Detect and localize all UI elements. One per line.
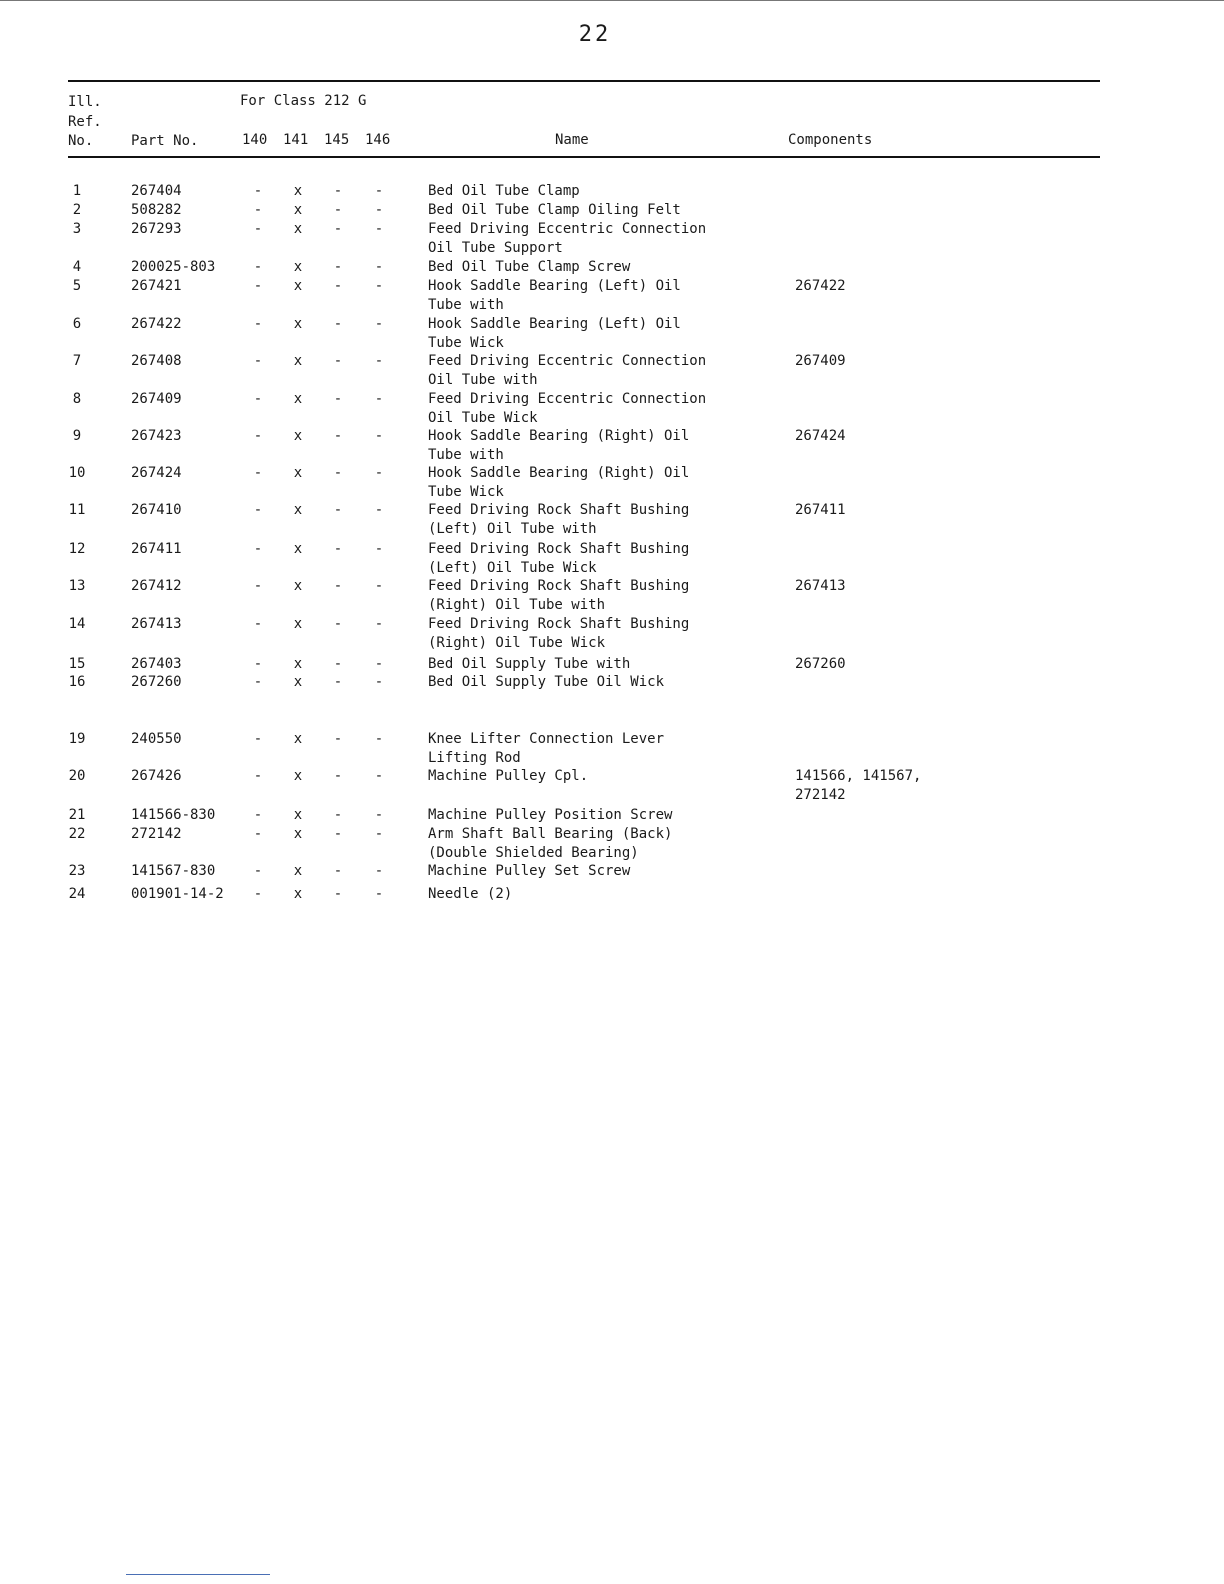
- class-flag-cell: -: [333, 656, 343, 672]
- class-flag-cell: -: [333, 465, 343, 481]
- name-cell-line: (Left) Oil Tube Wick: [428, 560, 597, 576]
- part-no-cell: 001901-14-2: [131, 886, 224, 902]
- class-flag-cell: -: [253, 731, 263, 747]
- class-flag-cell: x: [293, 731, 303, 747]
- part-no-cell: 267424: [131, 465, 182, 481]
- class-flag-cell: -: [253, 428, 263, 444]
- ref-no-cell: 6: [72, 316, 82, 332]
- name-cell-line: Feed Driving Rock Shaft Bushing: [428, 541, 690, 557]
- part-no-cell: 267408: [131, 353, 182, 369]
- class-flag-cell: -: [253, 278, 263, 294]
- class-flag-cell: x: [293, 656, 303, 672]
- class-flag-cell: x: [293, 353, 303, 369]
- class-flag-cell: x: [293, 202, 303, 218]
- name-cell-line: Bed Oil Tube Clamp Screw: [428, 259, 631, 275]
- class-flag-cell: x: [293, 183, 303, 199]
- class-flag-cell: -: [333, 731, 343, 747]
- class-flag-cell: -: [374, 316, 384, 332]
- ill-ref-label-2: Ref.: [68, 114, 102, 130]
- part-no-cell: 267413: [131, 616, 182, 632]
- class-flag-cell: -: [253, 316, 263, 332]
- class-flag-cell: -: [333, 391, 343, 407]
- name-cell-line: Feed Driving Rock Shaft Bushing: [428, 502, 690, 518]
- class-flag-cell: -: [253, 353, 263, 369]
- class-flag-cell: -: [333, 768, 343, 784]
- class-141-header: 141: [283, 132, 309, 148]
- class-145-header: 145: [324, 132, 350, 148]
- page-number: 22: [578, 22, 612, 47]
- components-cell-line: 267424: [795, 428, 846, 444]
- name-cell-line: Hook Saddle Bearing (Right) Oil: [428, 428, 690, 444]
- class-flag-cell: -: [253, 616, 263, 632]
- class-flag-cell: -: [374, 278, 384, 294]
- class-flag-cell: x: [293, 391, 303, 407]
- class-flag-cell: -: [333, 316, 343, 332]
- class-flag-cell: -: [253, 674, 263, 690]
- part-no-cell: 267404: [131, 183, 182, 199]
- ref-no-cell: 16: [68, 674, 86, 690]
- name-cell-line: Bed Oil Supply Tube Oil Wick: [428, 674, 665, 690]
- components-cell-line: 267411: [795, 502, 846, 518]
- part-no-cell: 267293: [131, 221, 182, 237]
- class-flag-cell: -: [333, 502, 343, 518]
- class-flag-cell: -: [374, 259, 384, 275]
- part-no-cell: 141566-830: [131, 807, 216, 823]
- class-flag-cell: -: [253, 465, 263, 481]
- part-no-cell: 267426: [131, 768, 182, 784]
- ref-no-cell: 4: [72, 259, 82, 275]
- class-flag-cell: -: [374, 353, 384, 369]
- name-cell-line: Bed Oil Supply Tube with: [428, 656, 631, 672]
- part-no-cell: 200025-803: [131, 259, 216, 275]
- class-flag-cell: -: [253, 807, 263, 823]
- class-flag-cell: x: [293, 428, 303, 444]
- class-flag-cell: -: [333, 674, 343, 690]
- components-header: Components: [788, 132, 873, 148]
- name-cell-line: Hook Saddle Bearing (Left) Oil: [428, 278, 681, 294]
- class-flag-cell: -: [333, 278, 343, 294]
- class-flag-cell: -: [374, 183, 384, 199]
- class-140-header: 140: [242, 132, 268, 148]
- components-cell-line: 267409: [795, 353, 846, 369]
- class-flag-cell: -: [333, 578, 343, 594]
- class-flag-cell: x: [293, 674, 303, 690]
- name-cell-line: Feed Driving Eccentric Connection: [428, 221, 707, 237]
- name-cell-line: (Right) Oil Tube with: [428, 597, 606, 613]
- ref-no-cell: 14: [68, 616, 86, 632]
- name-cell-line: Bed Oil Tube Clamp: [428, 183, 580, 199]
- class-flag-cell: -: [253, 541, 263, 557]
- ref-no-cell: 8: [72, 391, 82, 407]
- class-flag-cell: -: [333, 541, 343, 557]
- class-flag-cell: -: [253, 259, 263, 275]
- class-flag-cell: -: [333, 428, 343, 444]
- class-flag-cell: -: [374, 886, 384, 902]
- ref-no-cell: 1: [72, 183, 82, 199]
- ref-no-cell: 23: [68, 863, 86, 879]
- class-flag-cell: -: [253, 502, 263, 518]
- class-flag-cell: x: [293, 768, 303, 784]
- class-flag-cell: x: [293, 502, 303, 518]
- class-flag-cell: -: [333, 826, 343, 842]
- class-flag-cell: x: [293, 616, 303, 632]
- class-flag-cell: -: [253, 768, 263, 784]
- class-flag-cell: -: [253, 863, 263, 879]
- name-cell-line: Machine Pulley Cpl.: [428, 768, 589, 784]
- class-flag-cell: -: [253, 826, 263, 842]
- class-flag-cell: -: [374, 202, 384, 218]
- class-flag-cell: -: [333, 202, 343, 218]
- footer-link-line: [126, 1574, 270, 1575]
- components-cell-line: 272142: [795, 787, 846, 803]
- class-flag-cell: -: [374, 541, 384, 557]
- name-cell-line: (Double Shielded Bearing): [428, 845, 639, 861]
- class-flag-cell: -: [374, 502, 384, 518]
- part-no-cell: 267260: [131, 674, 182, 690]
- class-flag-cell: -: [374, 428, 384, 444]
- ref-no-cell: 13: [68, 578, 86, 594]
- class-flag-cell: x: [293, 826, 303, 842]
- name-cell-line: Tube Wick: [428, 335, 504, 351]
- class-flag-cell: x: [293, 578, 303, 594]
- header-bottom-rule: [68, 156, 1100, 158]
- class-flag-cell: -: [374, 768, 384, 784]
- class-flag-cell: -: [253, 202, 263, 218]
- class-flag-cell: -: [374, 391, 384, 407]
- part-no-cell: 141567-830: [131, 863, 216, 879]
- name-cell-line: Knee Lifter Connection Lever: [428, 731, 665, 747]
- ref-no-cell: 22: [68, 826, 86, 842]
- ref-no-cell: 7: [72, 353, 82, 369]
- class-flag-cell: x: [293, 541, 303, 557]
- class-flag-cell: -: [374, 578, 384, 594]
- components-cell-line: 267422: [795, 278, 846, 294]
- ref-no-cell: 9: [72, 428, 82, 444]
- name-cell-line: Tube Wick: [428, 484, 504, 500]
- class-flag-cell: -: [374, 616, 384, 632]
- class-flag-cell: x: [293, 278, 303, 294]
- class-flag-cell: -: [253, 391, 263, 407]
- class-flag-cell: x: [293, 863, 303, 879]
- name-cell-line: (Right) Oil Tube Wick: [428, 635, 606, 651]
- class-146-header: 146: [365, 132, 391, 148]
- part-no-cell: 267412: [131, 578, 182, 594]
- ref-no-cell: 19: [68, 731, 86, 747]
- ref-no-cell: 20: [68, 768, 86, 784]
- name-cell-line: Feed Driving Eccentric Connection: [428, 353, 707, 369]
- class-flag-cell: -: [333, 259, 343, 275]
- ref-no-cell: 24: [68, 886, 86, 902]
- class-flag-cell: -: [374, 656, 384, 672]
- name-cell-line: Feed Driving Eccentric Connection: [428, 391, 707, 407]
- class-flag-cell: -: [374, 674, 384, 690]
- ill-ref-label-3: No.: [68, 133, 94, 149]
- for-class-header: For Class 212 G: [240, 93, 367, 109]
- part-no-cell: 240550: [131, 731, 182, 747]
- name-cell-line: (Left) Oil Tube with: [428, 521, 597, 537]
- class-flag-cell: x: [293, 886, 303, 902]
- class-flag-cell: -: [333, 807, 343, 823]
- part-no-cell: 267403: [131, 656, 182, 672]
- class-flag-cell: -: [333, 863, 343, 879]
- part-no-cell: 267422: [131, 316, 182, 332]
- ref-no-cell: 10: [68, 465, 86, 481]
- class-flag-cell: -: [374, 863, 384, 879]
- part-no-header: Part No.: [131, 133, 199, 149]
- class-flag-cell: -: [333, 886, 343, 902]
- ref-no-cell: 2: [72, 202, 82, 218]
- ref-no-cell: 15: [68, 656, 86, 672]
- header-top-rule: [68, 80, 1100, 82]
- part-no-cell: 267411: [131, 541, 182, 557]
- part-no-cell: 272142: [131, 826, 182, 842]
- ref-no-cell: 5: [72, 278, 82, 294]
- components-cell-line: 267260: [795, 656, 846, 672]
- class-flag-cell: -: [374, 807, 384, 823]
- ref-no-cell: 11: [68, 502, 86, 518]
- class-flag-cell: -: [374, 465, 384, 481]
- class-flag-cell: -: [374, 731, 384, 747]
- class-flag-cell: -: [253, 656, 263, 672]
- part-no-cell: 267423: [131, 428, 182, 444]
- components-cell-line: 141566, 141567,: [795, 768, 922, 784]
- name-cell-line: Machine Pulley Set Screw: [428, 863, 631, 879]
- class-flag-cell: -: [333, 221, 343, 237]
- ref-no-cell: 21: [68, 807, 86, 823]
- class-flag-cell: -: [333, 183, 343, 199]
- part-no-cell: 267421: [131, 278, 182, 294]
- part-no-cell: 267409: [131, 391, 182, 407]
- class-flag-cell: x: [293, 316, 303, 332]
- class-flag-cell: -: [374, 221, 384, 237]
- name-cell-line: Arm Shaft Ball Bearing (Back): [428, 826, 673, 842]
- class-flag-cell: -: [253, 183, 263, 199]
- class-flag-cell: x: [293, 807, 303, 823]
- name-cell-line: Hook Saddle Bearing (Left) Oil: [428, 316, 681, 332]
- name-cell-line: Machine Pulley Position Screw: [428, 807, 673, 823]
- name-cell-line: Tube with: [428, 447, 504, 463]
- class-flag-cell: x: [293, 259, 303, 275]
- class-flag-cell: -: [253, 578, 263, 594]
- components-cell-line: 267413: [795, 578, 846, 594]
- part-no-cell: 508282: [131, 202, 182, 218]
- name-cell-line: Bed Oil Tube Clamp Oiling Felt: [428, 202, 681, 218]
- scan-edge-line: [0, 0, 1224, 1]
- class-flag-cell: -: [333, 616, 343, 632]
- ref-no-cell: 3: [72, 221, 82, 237]
- name-cell-line: Lifting Rod: [428, 750, 521, 766]
- class-flag-cell: x: [293, 221, 303, 237]
- class-flag-cell: -: [253, 221, 263, 237]
- name-cell-line: Tube with: [428, 297, 504, 313]
- name-cell-line: Hook Saddle Bearing (Right) Oil: [428, 465, 690, 481]
- ill-ref-label-1: Ill.: [68, 94, 102, 110]
- class-flag-cell: -: [374, 826, 384, 842]
- ref-no-cell: 12: [68, 541, 86, 557]
- name-cell-line: Oil Tube with: [428, 372, 538, 388]
- name-cell-line: Oil Tube Support: [428, 240, 563, 256]
- name-cell-line: Oil Tube Wick: [428, 410, 538, 426]
- class-flag-cell: x: [293, 465, 303, 481]
- class-flag-cell: -: [253, 886, 263, 902]
- name-header: Name: [555, 132, 589, 148]
- name-cell-line: Feed Driving Rock Shaft Bushing: [428, 616, 690, 632]
- class-flag-cell: -: [333, 353, 343, 369]
- part-no-cell: 267410: [131, 502, 182, 518]
- name-cell-line: Needle (2): [428, 886, 513, 902]
- name-cell-line: Feed Driving Rock Shaft Bushing: [428, 578, 690, 594]
